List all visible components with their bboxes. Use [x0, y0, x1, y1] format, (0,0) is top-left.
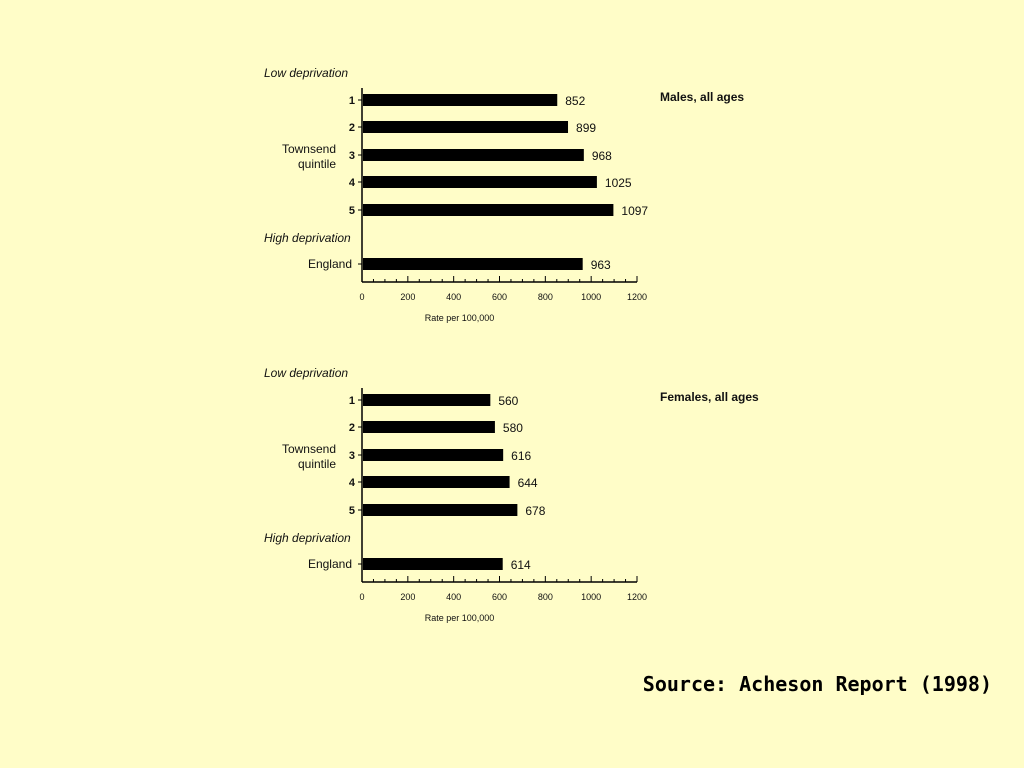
- x-tick-label: 0: [359, 292, 365, 302]
- bar-quintile-4: [363, 476, 510, 488]
- category-label-2: 2: [348, 122, 355, 134]
- x-tick-label: 400: [446, 292, 462, 302]
- x-axis-label: Rate per 100,000: [424, 613, 495, 623]
- source-caption: Source: Acheson Report (1998): [642, 672, 992, 696]
- x-tick-label: 1200: [626, 292, 648, 302]
- bar-value-label: 678: [525, 504, 546, 518]
- x-tick-label: 600: [491, 292, 508, 302]
- bar-england: [363, 258, 583, 270]
- bar-value-label: 580: [502, 421, 523, 435]
- bar-value-label: 614: [510, 558, 531, 572]
- bar-quintile-1: [363, 394, 490, 406]
- low-deprivation-label: Low deprivation: [264, 66, 349, 80]
- bar-quintile-5: [363, 204, 613, 216]
- category-label-england: England: [307, 557, 352, 571]
- category-label-2: 2: [348, 422, 355, 434]
- chart-title: Females, all ages: [660, 390, 759, 404]
- townsend-quintile-label: Townsend: [281, 142, 336, 156]
- x-tick-label: 1200: [626, 592, 648, 602]
- low-deprivation-label: Low deprivation: [264, 366, 349, 380]
- bar-quintile-2: [363, 121, 568, 133]
- high-deprivation-label: High deprivation: [264, 531, 351, 545]
- x-axis-label: Rate per 100,000: [424, 313, 495, 323]
- x-tick-label: 0: [359, 592, 365, 602]
- males-chart: [0, 60, 1024, 360]
- x-tick-label: 200: [400, 592, 416, 602]
- bar-quintile-3: [363, 449, 503, 461]
- x-tick-label: 1000: [581, 292, 602, 302]
- bar-quintile-5: [363, 504, 517, 516]
- bar-value-label: 963: [590, 258, 611, 272]
- x-tick-label: 400: [446, 592, 462, 602]
- bar-quintile-3: [363, 149, 584, 161]
- category-label-5: 5: [348, 205, 355, 217]
- high-deprivation-label: High deprivation: [264, 231, 351, 245]
- females-chart: [0, 360, 1024, 660]
- bar-quintile-4: [363, 176, 597, 188]
- category-label-4: 4: [348, 477, 355, 489]
- townsend-quintile-label: quintile: [297, 457, 336, 471]
- bar-value-label: 1025: [604, 176, 632, 190]
- x-tick-label: 800: [537, 592, 553, 602]
- category-label-3: 3: [348, 150, 355, 162]
- category-label-1: 1: [348, 395, 355, 407]
- bar-value-label: 852: [565, 94, 586, 108]
- category-label-5: 5: [348, 505, 355, 517]
- x-tick-label: 600: [491, 592, 508, 602]
- bar-value-label: 644: [517, 476, 538, 490]
- category-label-4: 4: [348, 177, 355, 189]
- x-tick-label: 800: [537, 292, 553, 302]
- bar-value-label: 968: [591, 149, 612, 163]
- category-label-3: 3: [348, 450, 355, 462]
- bar-value-label: 899: [576, 121, 597, 135]
- townsend-quintile-label: quintile: [297, 157, 336, 171]
- chart-title: Males, all ages: [660, 90, 745, 104]
- category-label-1: 1: [348, 95, 355, 107]
- bar-value-label: 1097: [621, 204, 649, 218]
- townsend-quintile-label: Townsend: [281, 442, 336, 456]
- x-tick-label: 1000: [581, 592, 602, 602]
- category-label-england: England: [307, 257, 352, 271]
- x-tick-label: 200: [400, 292, 416, 302]
- bar-quintile-2: [363, 421, 495, 433]
- bar-value-label: 616: [511, 449, 532, 463]
- bar-value-label: 560: [498, 394, 519, 408]
- bar-quintile-1: [363, 94, 557, 106]
- bar-england: [363, 558, 503, 570]
